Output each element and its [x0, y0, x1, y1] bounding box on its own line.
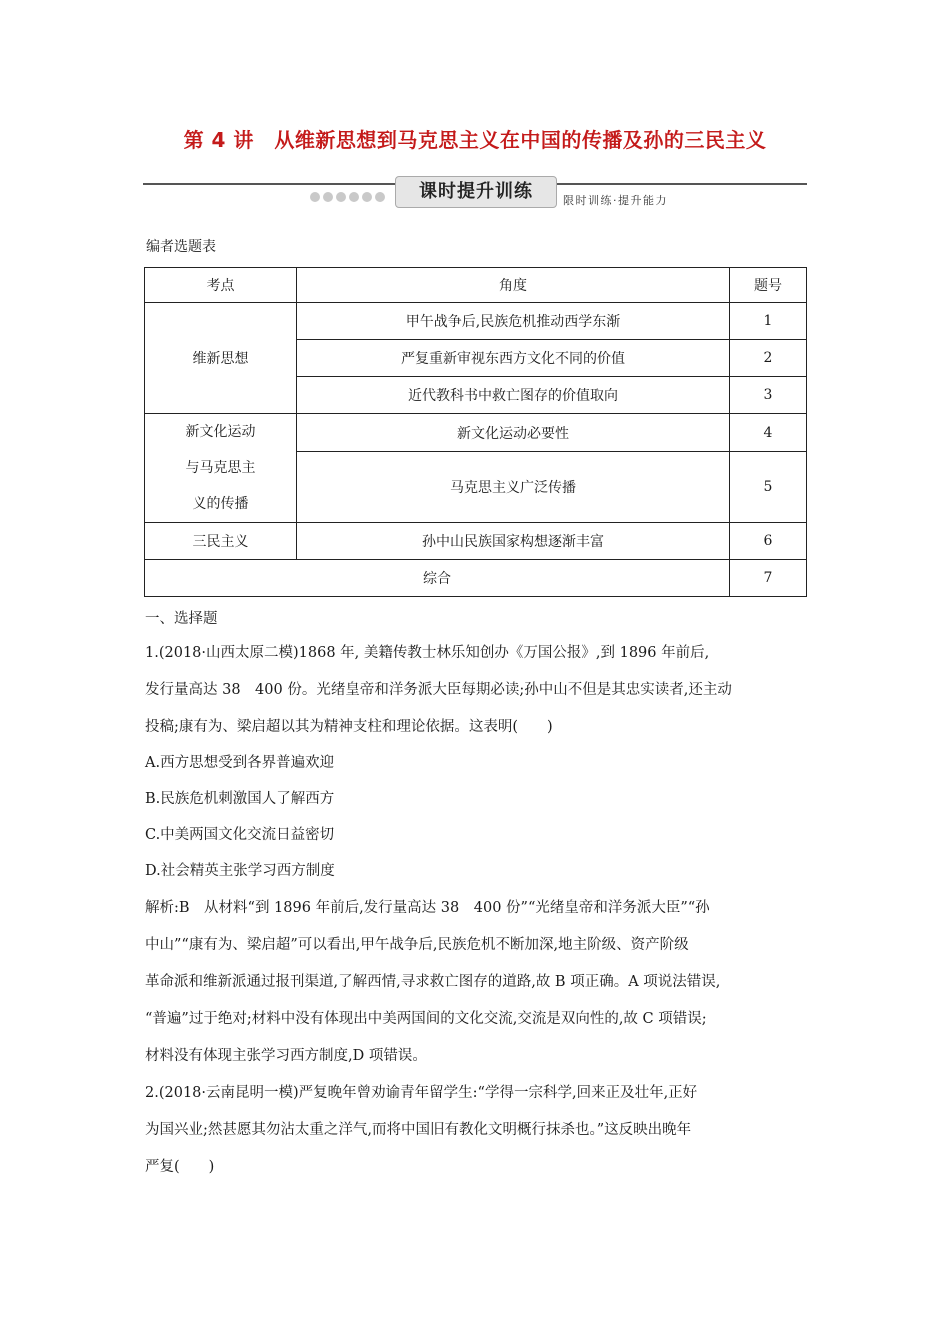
table-row: [145, 560, 807, 597]
option-a: A.西方思想受到各界普遍欢迎: [145, 755, 335, 771]
number-cell: 7: [730, 560, 807, 597]
topic-cell: 维新思想: [145, 303, 297, 414]
angle-cell: 严复重新审视东西方文化不同的价值: [297, 340, 730, 377]
number-cell: 5: [730, 452, 807, 523]
option-c: C.中美两国文化交流日益密切: [145, 827, 335, 843]
header-number: 题号: [730, 268, 807, 303]
header-angle: 角度: [297, 268, 730, 303]
angle-cell: 孙中山民族国家构想逐渐丰富: [297, 523, 730, 560]
analysis-line: 解析:B 从材料“到 1896 年前后,发行量高达 38 400 份”“光绪皇帝和洋务派大臣”“孙: [145, 900, 710, 916]
table-row: [145, 523, 807, 560]
question-text-line: 严复( ): [145, 1159, 215, 1175]
table-header-row: [145, 268, 807, 303]
topic-cell: [145, 414, 297, 523]
banner-subtitle: 限时训练·提升能力: [563, 194, 668, 207]
angle-cell: 新文化运动必要性: [297, 414, 730, 452]
header-topic: 考点: [145, 268, 297, 303]
option-d: D.社会精英主张学习西方制度: [145, 863, 335, 879]
banner-title: 课时提升训练: [395, 176, 557, 208]
angle-cell: 近代教科书中救亡图存的价值取向: [297, 377, 730, 414]
topic-line: 与马克思主: [185, 460, 256, 476]
angle-cell: 马克思主义广泛传播: [297, 452, 730, 523]
analysis-line: “普遍”过于绝对;材料中没有体现出中美两国间的文化交流,交流是双向性的,故 C 项错误;: [145, 1011, 707, 1027]
option-b: B.民族危机刺激国人了解西方: [145, 791, 335, 807]
question-text-line: 为国兴业;然甚愿其勿沾太重之洋气,而将中国旧有教化文明概行抹杀也。”这反映出晚年: [145, 1122, 692, 1138]
question-content: [145, 604, 809, 1185]
question-text-line: 发行量高达 38 400 份。光绪皇帝和洋务派大臣每期必读;孙中山不但是其忠实读者,还主动: [145, 682, 732, 698]
topic-cell: 三民主义: [145, 523, 297, 560]
topic-line: 义的传播: [192, 496, 249, 512]
number-cell: 1: [730, 303, 807, 340]
number-cell: 6: [730, 523, 807, 560]
analysis-line: 中山”“康有为、梁启超”可以看出,甲午战争后,民族危机不断加深,地主阶级、资产阶级: [145, 937, 689, 953]
table-row: [145, 303, 807, 340]
number-cell: 2: [730, 340, 807, 377]
question-text-line: 投稿;康有为、梁启超以其为精神支柱和理论依据。这表明( ): [145, 719, 553, 735]
page-title: 第 4 讲 从维新思想到马克思主义在中国的传播及孙的三民主义: [183, 128, 767, 152]
analysis-line: 革命派和维新派通过报刊渠道,了解西情,寻求救亡图存的道路,故 B 项正确。A 项说法错误,: [145, 974, 721, 990]
angle-cell: 甲午战争后,民族危机推动西学东渐: [297, 303, 730, 340]
analysis-line: 材料没有体现主张学习西方制度,D 项错误。: [145, 1048, 427, 1064]
number-cell: 4: [730, 414, 807, 452]
question-text-line: 2.(2018·云南昆明一模)严复晚年曾劝谕青年留学生:“学得一宗科学,回来正及壮年,正好: [145, 1085, 698, 1101]
summary-cell: 综合: [145, 560, 730, 597]
question-text-line: 1.(2018·山西太原二模)1868 年, 美籍传教士林乐知创办《万国公报》,到 1896 年前后,: [145, 645, 710, 661]
table-caption: 编者选题表: [146, 239, 216, 255]
banner-dots-decoration: [310, 192, 385, 202]
table-row: [145, 414, 807, 452]
section-heading: 一、选择题: [145, 611, 218, 627]
topic-table: [144, 267, 807, 597]
topic-line: 新文化运动: [185, 424, 256, 440]
number-cell: 3: [730, 377, 807, 414]
